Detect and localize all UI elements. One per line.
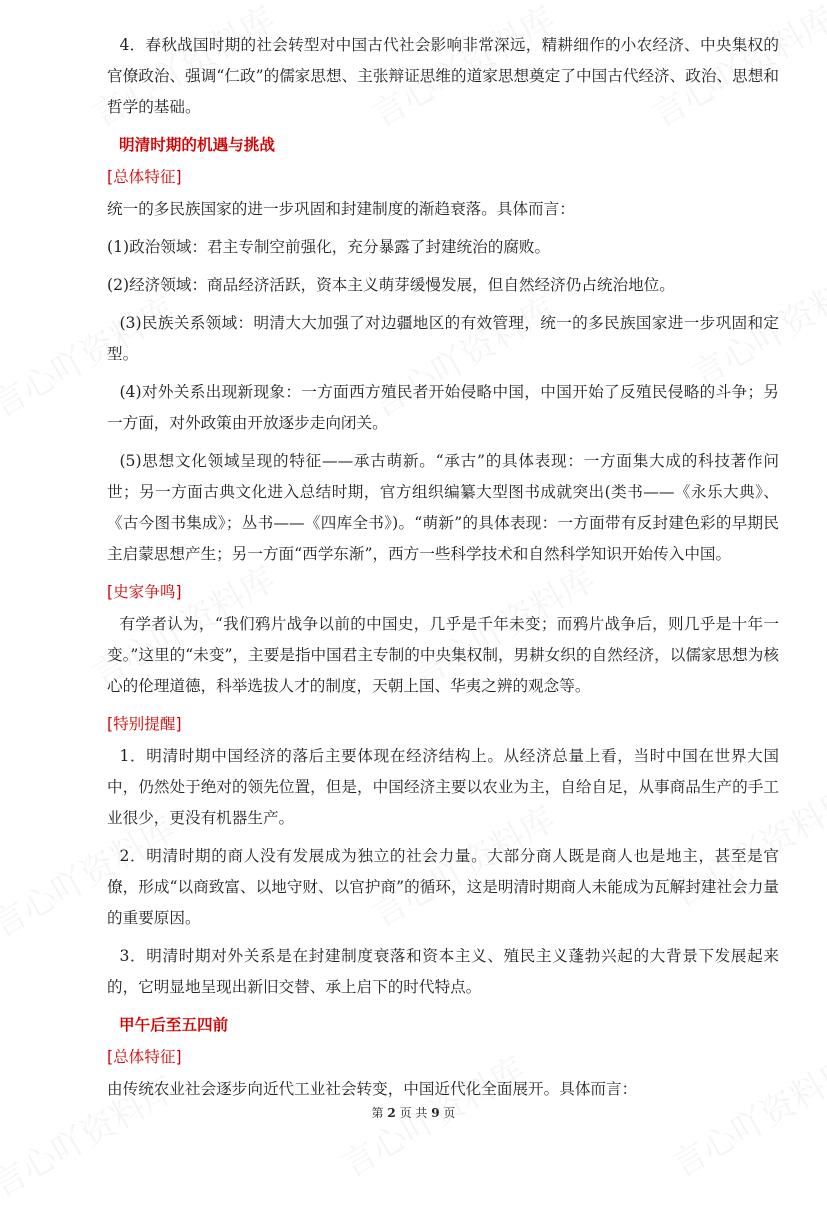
section-tag: [总体特征] [107, 1048, 182, 1066]
paragraph: 统一的多民族国家的进一步巩固和封建制度的渐趋衰落。具体而言： [107, 200, 575, 218]
list-item: 2．明清时期的商人没有发展成为独立的社会力量。大部分商人既是商人也是地主，甚至是官僚，形成“以商致富、以地守财、以官护商”的循环，这是明清时期商人未能成为瓦解封建社会力量的重要原因。 [107, 847, 779, 927]
footer-suffix: 页 [443, 1106, 456, 1120]
section-heading: 甲午后至五四前 [119, 1016, 229, 1034]
footer-mid: 页 共 [399, 1106, 428, 1120]
list-item: (1)政治领域：君主专制空前强化，充分暴露了封建统治的腐败。 [107, 238, 551, 256]
paragraph: 有学者认为，“我们鸦片战争以前的中国史，几乎是千年未变；而鸦片战争后，则几乎是十年一变。”这里的“未变”，主要是指中国君主专制的中央集权制，男耕女织的自然经济，以儒家思想为核心的伦理道德，科举选拔人才的制度，天朝上国、华夷之辨的观念等。 [107, 615, 779, 695]
document-body [107, 30, 779, 1112]
total-pages: 9 [431, 1106, 440, 1120]
list-item: (2)经济领域：商品经济活跃，资本主义萌芽缓慢发展，但自然经济仍占统治地位。 [107, 276, 675, 294]
footer-prefix: 第 [371, 1106, 384, 1120]
list-item: (5)思想文化领域呈现的特征——承古萌新。“承古”的具体表现：一方面集大成的科技著作问世；另一方面古典文化进入总结时期，官方组织编纂大型图书成就突出(类书——《永乐大典》、《古今图书集成》；丛书——《四库全书》)。“萌新”的具体表现：一方面带有反封建色彩的早期民主启蒙思想产生；另一方面“西学东渐”，西方一些科学技术和自然科学知识开始传入中国。 [107, 452, 779, 563]
page-footer [0, 1104, 827, 1121]
list-item: (3)民族关系领域：明清大大加强了对边疆地区的有效管理，统一的多民族国家进一步巩固和定型。 [107, 314, 779, 363]
section-tag: [总体特征] [107, 168, 182, 186]
paragraph: 4．春秋战国时期的社会转型对中国古代社会影响非常深远，精耕细作的小农经济、中央集权的官僚政治、强调“仁政”的儒家思想、主张辩证思维的道家思想奠定了中国古代经济、政治、思想和哲学的基础。 [107, 36, 779, 116]
list-item: 1．明清时期中国经济的落后主要体现在经济结构上。从经济总量上看，当时中国在世界大国中，仍然处于绝对的领先位置，但是，中国经济主要以农业为主，自给自足，从事商品生产的手工业很少，更没有机器生产。 [107, 747, 779, 827]
list-item: 3．明清时期对外关系是在封建制度衰落和资本主义、殖民主义蓬勃兴起的大背景下发展起来的，它明显地呈现出新旧交替、承上启下的时代特点。 [107, 947, 779, 996]
section-tag: [特别提醒] [107, 715, 182, 733]
section-heading: 明清时期的机遇与挑战 [119, 136, 275, 154]
list-item: (4)对外关系出现新现象：一方面西方殖民者开始侵略中国，中国开始了反殖民侵略的斗争；另一方面，对外政策由开放逐步走向闭关。 [107, 383, 779, 432]
page-number: 2 [387, 1106, 396, 1120]
paragraph: 由传统农业社会逐步向近代工业社会转变，中国近代化全面展开。具体而言： [107, 1080, 638, 1098]
section-tag: [史家争鸣] [107, 583, 182, 601]
